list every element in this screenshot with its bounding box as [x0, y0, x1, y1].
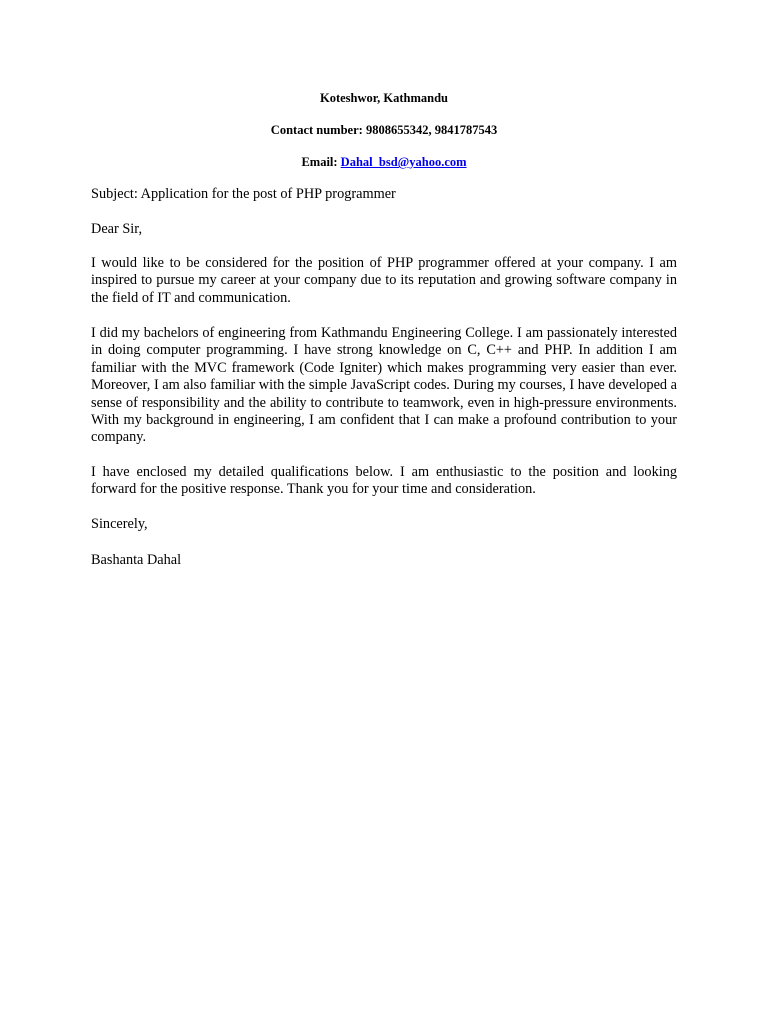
email-line: [91, 154, 677, 170]
letter-page: [91, 0, 677, 1024]
email-link[interactable]: Dahal_bsd@yahoo.com: [340, 155, 467, 169]
body-paragraph-1: I would like to be considered for the position of PHP programmer offered at your company. I am inspired to pursue my career at your company due to its reputation and growing software company in the field of IT and communication.: [91, 255, 677, 306]
contact-line: [91, 122, 677, 138]
closing: Sincerely,: [91, 516, 148, 532]
sender-address: Koteshwor, Kathmandu: [319, 91, 449, 105]
signature-name: Bashanta Dahal: [91, 552, 182, 568]
body-paragraph-3: I have enclosed my detailed qualifications below. I am enthusiastic to the position and looking forward for the positive response. Thank you for your time and consideration.: [91, 464, 677, 498]
subject-line: Subject: Application for the post of PHP programmer: [91, 186, 396, 202]
body-paragraph-2: I did my bachelors of engineering from Kathmandu Engineering College. I am passionately interested in doing computer programming. I have strong knowledge on C, C++ and PHP. In addition I am familiar with the MVC framework (Code Igniter) which makes programming very easier than ever. Moreover, I am also familiar with the simple JavaScript codes. During my courses, I have developed a sense of responsibility and the ability to contribute to teamwork, even in high-pressure environments. With my background in engineering, I am confident that I can make a profound contribution to your company.: [91, 325, 677, 446]
contact-numbers: 9808655342, 9841787543: [365, 123, 498, 137]
email-label: Email:: [301, 155, 338, 169]
salutation: Dear Sir,: [91, 221, 143, 237]
contact-label: Contact number:: [270, 123, 363, 137]
